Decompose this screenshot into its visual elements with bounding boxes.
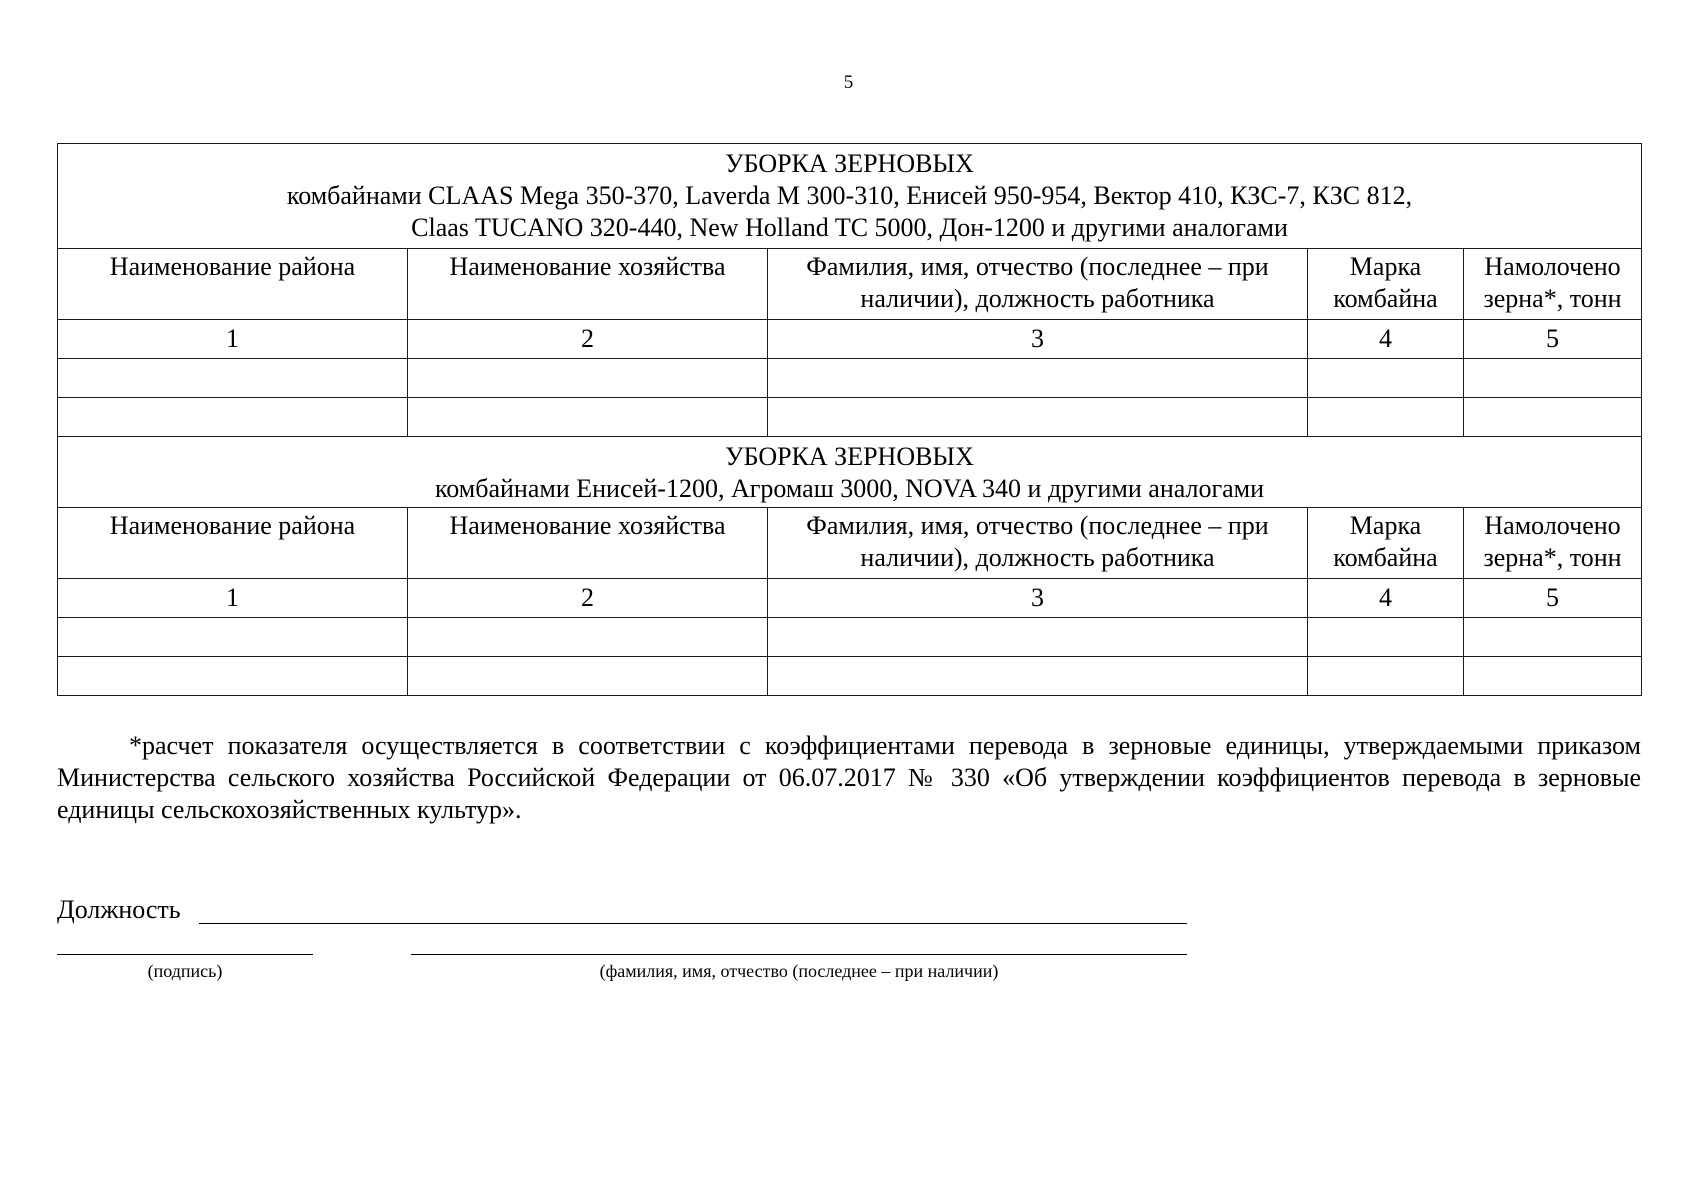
- column-header-worker: Фамилия, имя, отчество (последнее – при наличии), должность работника: [768, 249, 1308, 320]
- empty-cell[interactable]: [1308, 618, 1464, 657]
- table-row: [58, 359, 1642, 398]
- column-header-district: Наименование района: [58, 508, 408, 579]
- column-number-row: [58, 579, 1642, 618]
- signature-blank-line[interactable]: [57, 954, 313, 955]
- empty-cell[interactable]: [1464, 398, 1642, 437]
- empty-cell[interactable]: [768, 359, 1308, 398]
- column-header-row: [58, 249, 1642, 320]
- empty-cell[interactable]: [58, 359, 408, 398]
- footnote: *расчет показателя осуществляется в соответствии с коэффициентами перевода в зерновые единицы, утверждаемыми приказом Министерства сельского хозяйства Российской Федерации от 06.07.2017 № 330 «Об утверждении коэффициентов перевода в зерновые единицы сельскохозяйственных культур».: [57, 731, 1641, 824]
- column-header-row: [58, 508, 1642, 579]
- empty-cell[interactable]: [768, 618, 1308, 657]
- column-header-farm: Наименование хозяйства: [408, 249, 768, 320]
- column-header-district: Наименование района: [58, 249, 408, 320]
- signature-caption: (подпись): [147, 961, 223, 981]
- page-number: 5: [843, 72, 854, 93]
- table-row: [58, 398, 1642, 437]
- section-subtitle: Claas TUCANO 320-440, New Holland TC 5000, Дон-1200 и другими аналогами: [411, 213, 1288, 242]
- column-number: 1: [58, 579, 408, 618]
- empty-cell[interactable]: [408, 398, 768, 437]
- empty-cell[interactable]: [408, 618, 768, 657]
- column-number: 2: [408, 320, 768, 359]
- column-header-farm: Наименование хозяйства: [408, 508, 768, 579]
- section-title-row: [58, 437, 1642, 508]
- position-label: Должность: [57, 895, 181, 924]
- column-header-combine-brand: Марка комбайна: [1308, 508, 1464, 579]
- empty-cell[interactable]: [58, 618, 408, 657]
- fio-blank-line[interactable]: [411, 954, 1187, 955]
- column-header-threshed: Намолочено зерна*, тонн: [1464, 249, 1642, 320]
- position-blank-line[interactable]: [199, 923, 1187, 924]
- column-number: 3: [768, 579, 1308, 618]
- section-title-cell: [58, 437, 1642, 508]
- section-title: УБОРКА ЗЕРНОВЫХ: [725, 442, 974, 471]
- column-number: 4: [1308, 320, 1464, 359]
- column-number: 1: [58, 320, 408, 359]
- empty-cell[interactable]: [58, 657, 408, 696]
- empty-cell[interactable]: [58, 398, 408, 437]
- empty-cell[interactable]: [408, 657, 768, 696]
- empty-cell[interactable]: [768, 398, 1308, 437]
- empty-cell[interactable]: [768, 657, 1308, 696]
- fio-caption: (фамилия, имя, отчество (последнее – при наличии): [599, 961, 999, 981]
- column-header-combine-brand: Марка комбайна: [1308, 249, 1464, 320]
- column-header-threshed: Намолочено зерна*, тонн: [1464, 508, 1642, 579]
- section-title: УБОРКА ЗЕРНОВЫХ: [725, 149, 974, 178]
- section-subtitle: комбайнами Енисей-1200, Агромаш 3000, NOVA 340 и другими аналогами: [434, 474, 1265, 503]
- column-header-worker: Фамилия, имя, отчество (последнее – при наличии), должность работника: [768, 508, 1308, 579]
- harvest-report-table: [57, 143, 1642, 696]
- column-number: 3: [768, 320, 1308, 359]
- empty-cell[interactable]: [1308, 359, 1464, 398]
- position-field: [57, 895, 1187, 925]
- section-title-row: [58, 144, 1642, 249]
- table-row: [58, 657, 1642, 696]
- column-number: 5: [1464, 320, 1642, 359]
- empty-cell[interactable]: [1464, 359, 1642, 398]
- table-row: [58, 618, 1642, 657]
- section-subtitle: комбайнами CLAAS Mega 350-370, Laverda M 300-310, Енисей 950-954, Вектор 410, КЗС-7, КЗС 812,: [286, 181, 1413, 210]
- column-number: 4: [1308, 579, 1464, 618]
- column-number-row: [58, 320, 1642, 359]
- column-number: 5: [1464, 579, 1642, 618]
- empty-cell[interactable]: [408, 359, 768, 398]
- section-title-cell: [58, 144, 1642, 249]
- empty-cell[interactable]: [1308, 398, 1464, 437]
- column-number: 2: [408, 579, 768, 618]
- empty-cell[interactable]: [1464, 618, 1642, 657]
- empty-cell[interactable]: [1464, 657, 1642, 696]
- empty-cell[interactable]: [1308, 657, 1464, 696]
